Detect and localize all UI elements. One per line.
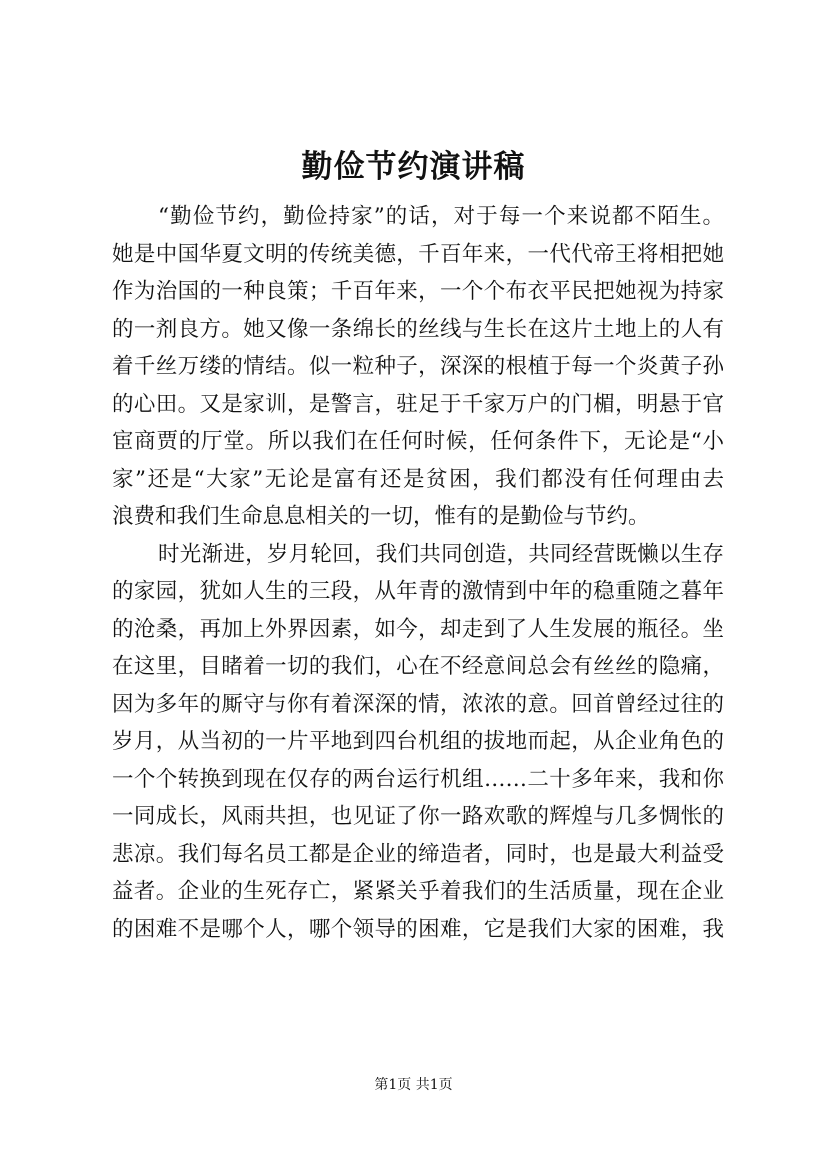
- paragraph-1-line-4: 的一剂良方。她又像一条绵长的丝线与生长在这片土地上的人有: [112, 316, 724, 342]
- paragraph-2-line-5: 因为多年的厮守与你有着深深的情，浓浓的意。回首曾经过往的: [112, 691, 724, 717]
- paragraph-2-line-8: 一同成长，风雨共担，也见证了你一路欢歌的辉煌与几多惆怅的: [112, 804, 724, 829]
- paragraph-2-line-3: 的沧桑，再加上外界因素，如今，却走到了人生发展的瓶径。坐: [112, 616, 724, 642]
- page-footer: 第1页 共1页: [374, 1077, 453, 1093]
- paragraph-1-line-8: 家”还是“大家”无论是富有还是贫困，我们都没有任何理由去: [112, 466, 724, 492]
- paragraph-1-line-3: 作为治国的一种良策；千百年来，一个个布衣平民把她视为持家: [112, 279, 724, 304]
- paragraph-2-line-2: 的家园，犹如人生的三段，从年青的激情到中年的稳重随之暮年: [112, 579, 724, 604]
- document-title: 勤俭节约演讲稿: [301, 149, 526, 185]
- document-body: [112, 198, 724, 948]
- paragraph-2-line-7: 一个个转换到现在仅存的两台运行机组……二十多年来，我和你: [112, 766, 724, 792]
- paragraph-2-line-4: 在这里，目睹着一切的我们，心在不经意间总会有丝丝的隐痛，: [112, 654, 724, 679]
- paragraph-1-line-9: 浪费和我们生命息息相关的一切，惟有的是勤俭与节约。: [112, 504, 650, 529]
- paragraph-2-line-1: 时光渐进，岁月轮回，我们共同创造，共同经营既懒以生存: [158, 541, 724, 567]
- paragraph-2-line-11: 的困难不是哪个人，哪个领导的困难，它是我们大家的困难，我: [112, 916, 724, 942]
- paragraph-2-line-6: 岁月，从当初的一片平地到四台机组的拔地而起，从企业角色的: [112, 729, 724, 754]
- paragraph-1-line-2: 她是中国华夏文明的传统美德，千百年来，一代代帝王将相把她: [112, 241, 724, 267]
- paragraph-1-line-7: 宦商贾的厅堂。所以我们在任何时候，任何条件下，无论是“小: [112, 429, 724, 454]
- paragraph-2-line-10: 益者。企业的生死存亡，紧紧关乎着我们的生活质量，现在企业: [112, 879, 724, 904]
- paragraph-1-line-6: 的心田。又是家训，是警言，驻足于千家万户的门楣，明悬于官: [112, 391, 724, 417]
- paragraph-2-line-9: 悲凉。我们每名员工都是企业的缔造者，同时，也是最大利益受: [112, 841, 724, 867]
- paragraph-1-line-5: 着千丝万缕的情结。似一粒种子，深深的根植于每一个炎黄子孙: [112, 354, 724, 379]
- paragraph-1-line-1: “勤俭节约，勤俭持家”的话，对于每一个来说都不陌生。: [158, 204, 724, 229]
